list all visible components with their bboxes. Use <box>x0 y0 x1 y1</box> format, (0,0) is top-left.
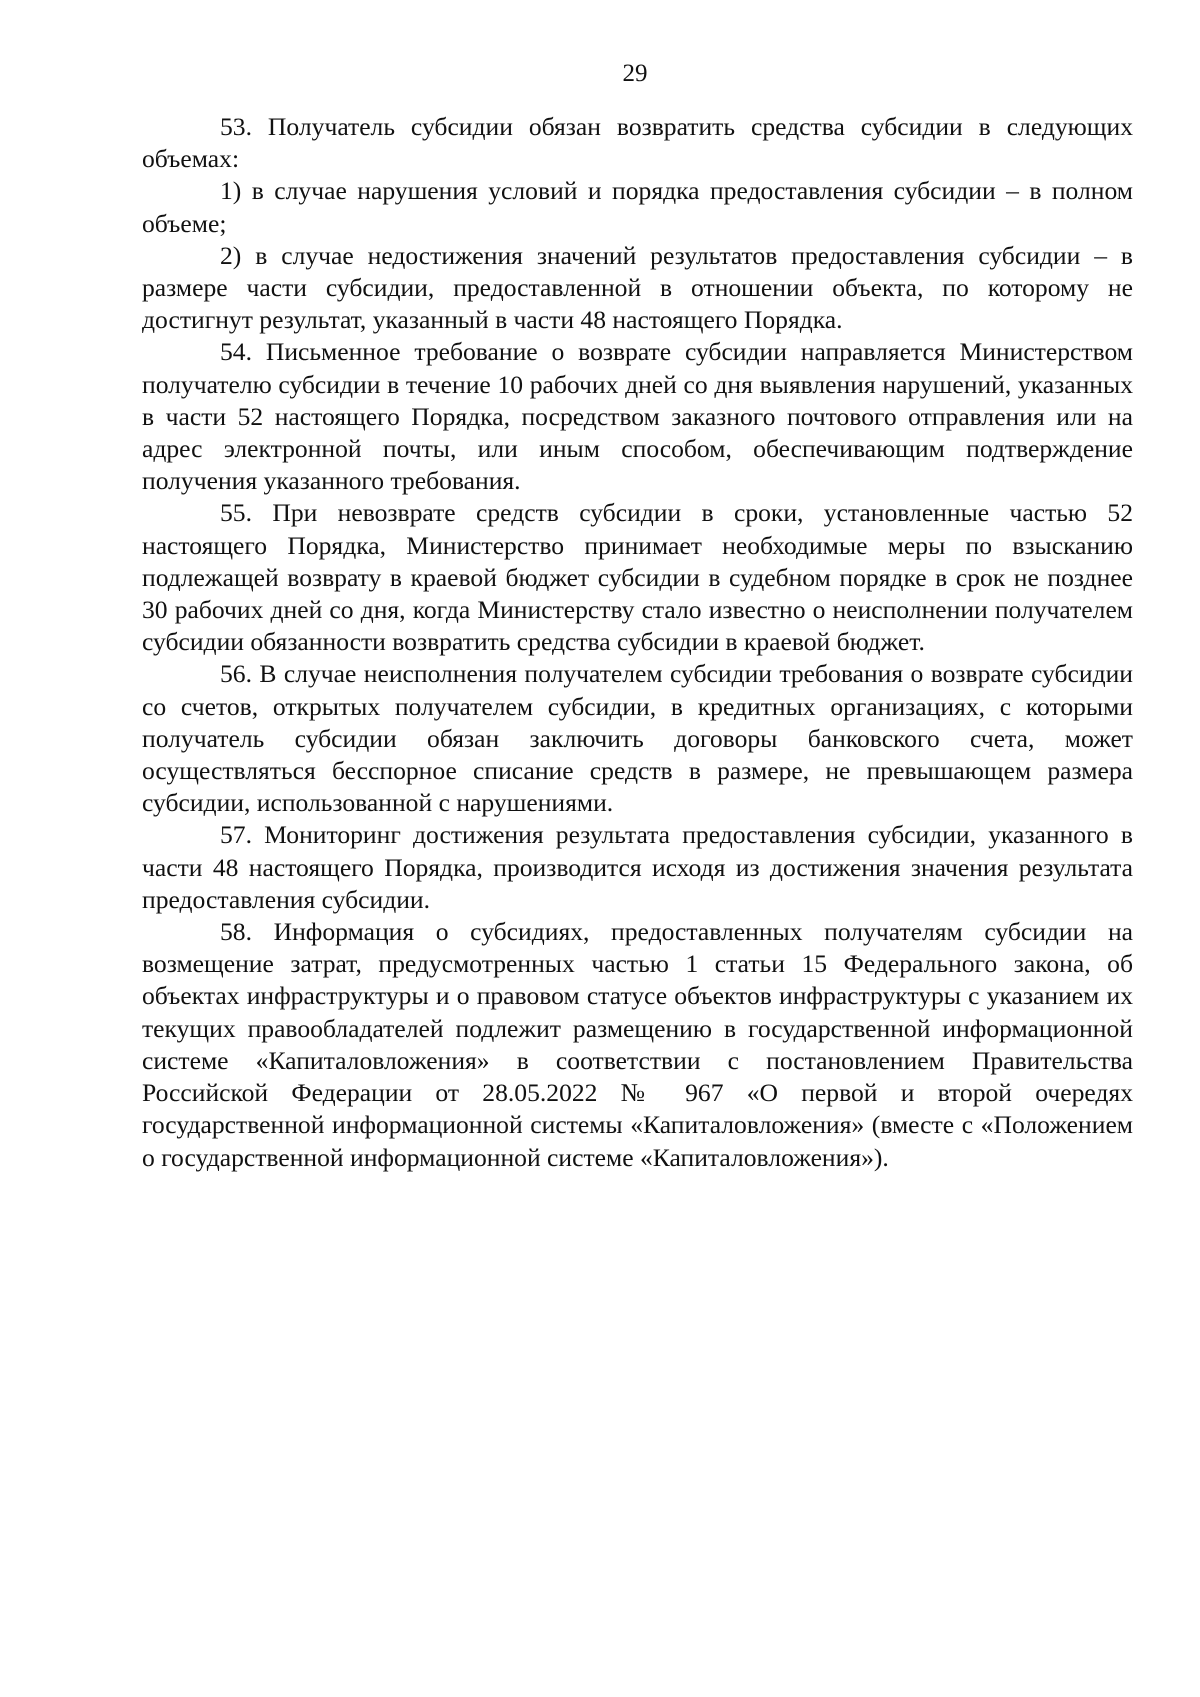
page-number: 29 <box>622 60 648 87</box>
document-body <box>142 111 1133 1174</box>
paragraph-54: 54. Письменное требование о возврате субсидии направляется Министерством получателю субсидии в течение 10 рабочих дней со дня выявления нарушений, указанных в части 52 настоящего Порядка, посредством заказного почтового отправления или на адрес электронной почты, или иным способом, обеспечивающим подтверждение получения указанного требования. <box>142 337 1133 496</box>
paragraph-57: 57. Мониторинг достижения результата предоставления субсидии, указанного в части 48 настоящего Порядка, производится исходя из достижения значения результата предоставления субсидии. <box>142 820 1133 914</box>
paragraph-58: 58. Информация о субсидиях, предоставленных получателям субсидии на возмещение затрат, предусмотренных частью 1 статьи 15 Федерального закона, об объектах инфраструктуры и о правовом статусе объектов инфраструктуры с указанием их текущих правообладателей подлежит размещению в государственной информационной системе «Капиталовложения» в соответствии с постановлением Правительства Российской Федерации от 28.05.2022 № 967 «О первой и второй очередях государственной информационной системы «Капиталовложения» (вместе с «Положением о государственной информационной системе «Капиталовложения»). <box>142 917 1133 1172</box>
paragraph-56: 56. В случае неисполнения получателем субсидии требования о возврате субсидии со счетов, открытых получателем субсидии, в кредитных организациях, с которыми получатель субсидии обязан заключить договоры банковского счета, может осуществляться бесспорное списание средств в размере, не превышающем размера субсидии, использованной с нарушениями. <box>142 659 1133 818</box>
paragraph-53: 53. Получатель субсидии обязан возвратить средства субсидии в следующих объемах: <box>142 112 1133 174</box>
paragraph-55: 55. При невозврате средств субсидии в сроки, установленные частью 52 настоящего Порядка, Министерство принимает необходимые меры по взысканию подлежащей возврату в краевой бюджет субсидии в судебном порядке в срок не позднее 30 рабочих дней со дня, когда Министерству стало известно о неисполнении получателем субсидии обязанности возвратить средства субсидии в краевой бюджет. <box>142 498 1133 657</box>
paragraph-53-item-1: 1) в случае нарушения условий и порядка предоставления субсидии – в полном объеме; <box>142 176 1133 238</box>
paragraph-53-item-2: 2) в случае недостижения значений результатов предоставления субсидии – в размере части субсидии, предоставленной в отношении объекта, по которому не достигнут результат, указанный в части 48 настоящего Порядка. <box>142 240 1133 335</box>
